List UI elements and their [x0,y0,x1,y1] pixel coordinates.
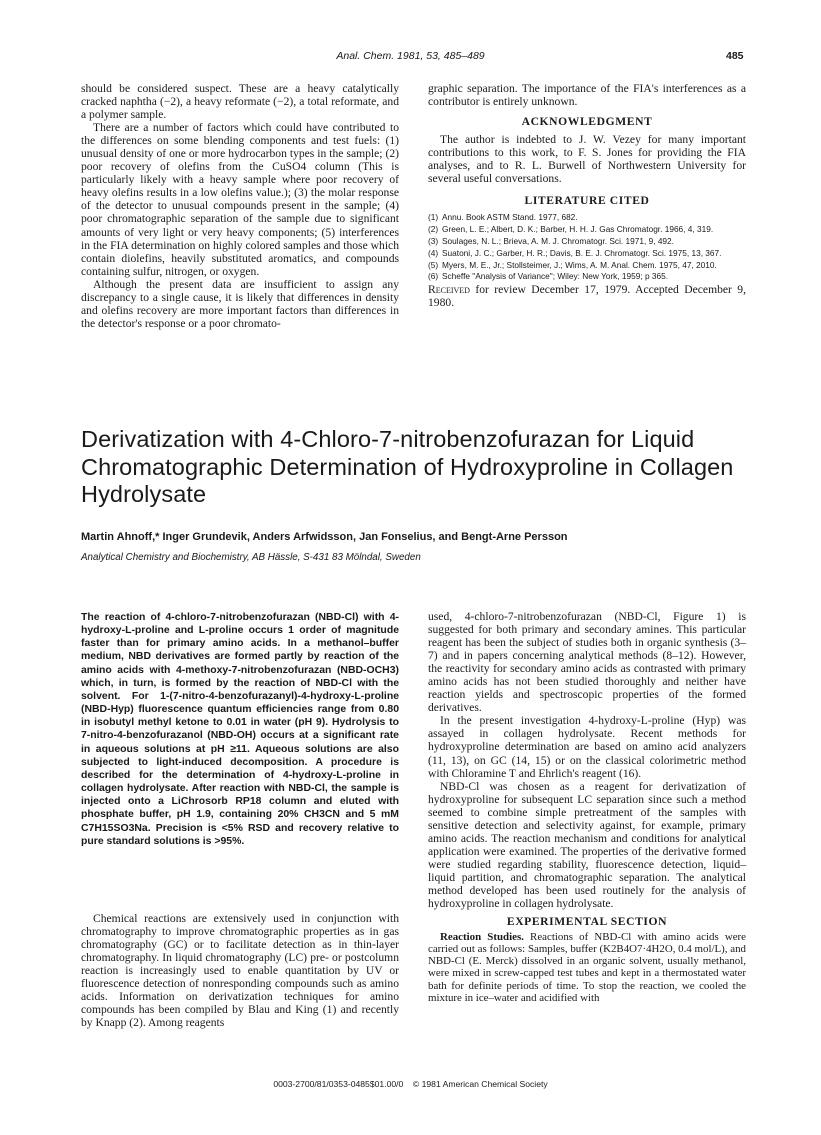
article-right-column [428,610,746,1004]
prev-article-left-column [81,82,399,330]
journal-citation: Anal. Chem. 1981, 53, 485–489 [336,50,485,62]
reference-item: (2) Green, L. E.; Albert, D. K.; Barber, H. H. J. Gas Chromatogr. 1966, 4, 319. [428,224,714,235]
page-number: 485 [726,50,744,62]
introduction-left-column [81,912,399,1029]
experimental-section-heading: EXPERIMENTAL SECTION [506,915,668,929]
prev-article-right-column [428,82,746,309]
acknowledgment-text: The author is indebted to J. W. Vezey for many important contributions to this work, to F. S. Jones for providing the FIA analyses, and to R. L. Burwell of Northwestern University for several useful conversations. [428,133,746,186]
reference-item: (1) Annu. Book ASTM Stand. 1977, 682. [428,212,578,223]
copyright-notice: © 1981 American Chemical Society [412,1079,548,1089]
article-code: 0003-2700/81/0353-0485$01.00/0 [273,1079,404,1089]
reference-list [428,212,746,281]
body-paragraph: used, 4-chloro-7-nitrobenzofurazan (NBD-Cl, Figure 1) is suggested for both primary and secondary amines. This particular reagent has been the subject of studies both in organic synthesis (3–7) and in papers concerning analytical methods (8–12). However, the reactivity for secondary amino acids as contrasted with primary amino acids has not been studied thoroughly and neither have reaction yields and spectroscopic properties of the formed derivatives. [428,610,746,715]
prev-paragraph: Although the present data are insufficient to assign any discrepancy to a single cause, it is likely that differences in density and olefins recovery are more important factors than differences in the detector's response or a poor chromato- [81,277,399,330]
reaction-studies-paragraph: Reaction Studies. Reactions of NBD-Cl with amino acids were carried out as follows: Samples, buffer (K2B4O7·4H2O, 0.4 mol/L), and NBD-Cl (E. Merck) dissolved in an organic solvent, usually methanol, were mixed in screw-capped test tubes and kept in a thermostated water bath for definite periods of time. To stop the reaction, we cooled the mixture in ice–water and acidified with [428,931,746,1004]
abstract: The reaction of 4-chloro-7-nitrobenzofurazan (NBD-Cl) with 4-hydroxy-L-proline and L-proline occurs 1 order of magnitude faster than for primary amino acids. In a methanol–buffer medium, NBD derivatives are formed partly by reaction of the amino acids with 4-methoxy-7-nitrobenzofurazan (NBD-OCH3) which, in turn, is formed by the reaction of NBD-Cl with the solvent. For 1-(7-nitro-4-benzofurazanyl)-4-hydroxy-L-proline (NBD-Hyp) fluorescence quantum efficiencies range from 0.80 in isobutyl methyl ketone to 0.01 in water (pH 9). Hydrolysis to 7-nitro-4-benzofurazanol (NBD-OH) occurs at a significant rate in aqueous solutions at pH ≥11. Aqueous solutions are also subjected to light-induced decomposition. A procedure is described for the determination of 4-hydroxy-L-proline in collagen hydrolysate. After reaction with NBD-Cl, the sample is injected onto a LiChrosorb RP18 column and eluted with phosphate buffer, pH 1.9, containing 20% CH3CN and 5 mM C7H15SO3Na. Precision is <5% RSD and recovery relative to pure standard solutions is >95%. [81,612,399,847]
intro-paragraph: Chemical reactions are extensively used in conjunction with chromatography to improve chromatographic properties as in gas chromatography (GC) or to facilitate detection as in thin-layer chromatography. In liquid chromatography (LC) pre- or postcolumn reaction is increasingly used to enable quantitation by UV or fluorescence detection of nonresponding compounds such as amino acids. Information on derivatization techniques for amino compounds has been compiled by Blau and King (1) and recently by Knapp (2). Among reagents [81,912,399,1030]
reference-item: (4) Suatoni, J. C.; Garber, H. R.; Davis, B. E. J. Chromatogr. Sci. 1975, 13, 367. [428,247,722,258]
author-list: Martin Ahnoff,* Inger Grundevik, Anders Arfwidsson, Jan Fonselius, and Bengt-Arne Persson [81,531,568,543]
running-head [0,50,821,64]
reference-item: (5) Myers, M. E., Jr.; Stollsteimer, J.; Wims, A. M. Anal. Chem. 1975, 47, 2010. [428,259,717,270]
body-paragraph: NBD-Cl was chosen as a reagent for derivatization of hydroxyproline for subsequent LC separation since such a method seemed to combine simple pretreatment of the samples with sensitive detection and selectivity against, for example, primary amino acids. The reaction mechanism and conditions for analytical application were examined. The properties of the derivative formed were studied regarding stability, fluorescence detection, liquid–liquid partition, and chromatographic separation. The analytical method developed has been used routinely for the analysis of hydroxyproline in collagen hydrolysate. [428,779,746,911]
reference-item: (3) Soulages, N. L.; Brieva, A. M. J. Chromatogr. Sci. 1971, 9, 492. [428,235,674,246]
prev-continuation: graphic separation. The importance of the FIA's interferences as a contributor is entirely unknown. [428,82,746,109]
acknowledgment-heading: ACKNOWLEDGMENT [521,115,653,129]
reference-item: (6) Scheffe "Analysis of Variance"; Wiley: New York, 1959; p 365. [428,271,669,282]
prev-paragraph: should be considered suspect. These are a heavy catalytically cracked naphtha (−2), a heavy reformate (−2), a total reformate, and a polymer sample. [81,82,399,122]
prev-paragraph: There are a number of factors which could have contributed to the differences on some blending components and test fuels: (1) unusual density of one or more hydrocarbon types in the sample; (2) poor recovery of olefins from the CuSO4 column (This is particularly likely with a heavy sample where poor recovery of heavy olefins results in a low olefins value.); (3) the molar response of the detector to unusual compounds present in the sample; (4) poor chromatographic separation of the sample due to significant amounts of very light or very heavy components; (5) interferences in the FIA determination on highly colored samples and those which contain diolefins, heavily substituted aromatics, and compounds containing sulfur, nitrogen, or oxygen. [81,121,399,278]
body-paragraph: In the present investigation 4-hydroxy-L-proline (Hyp) was assayed in collagen hydrolysate. Recent methods for hydroxyproline determination are based on amino acid analyzers (11, 13), on GC (14, 15) or on the classical colorimetric method with Chloramine T and Ehrlich's reagent (16). [428,714,746,780]
literature-cited-heading: LITERATURE CITED [524,194,650,208]
article-title: Derivatization with 4-Chloro-7-nitrobenzofurazan for Liquid Chromatographic Determination of Hydroxyproline in Collagen Hydrolysate [81,426,734,507]
affiliation: Analytical Chemistry and Biochemistry, AB Hässle, S-431 83 Mölndal, Sweden [81,552,421,563]
received-note: Received for review December 17, 1979. Accepted December 9, 1980. [428,283,746,310]
page-footer [0,1079,821,1089]
